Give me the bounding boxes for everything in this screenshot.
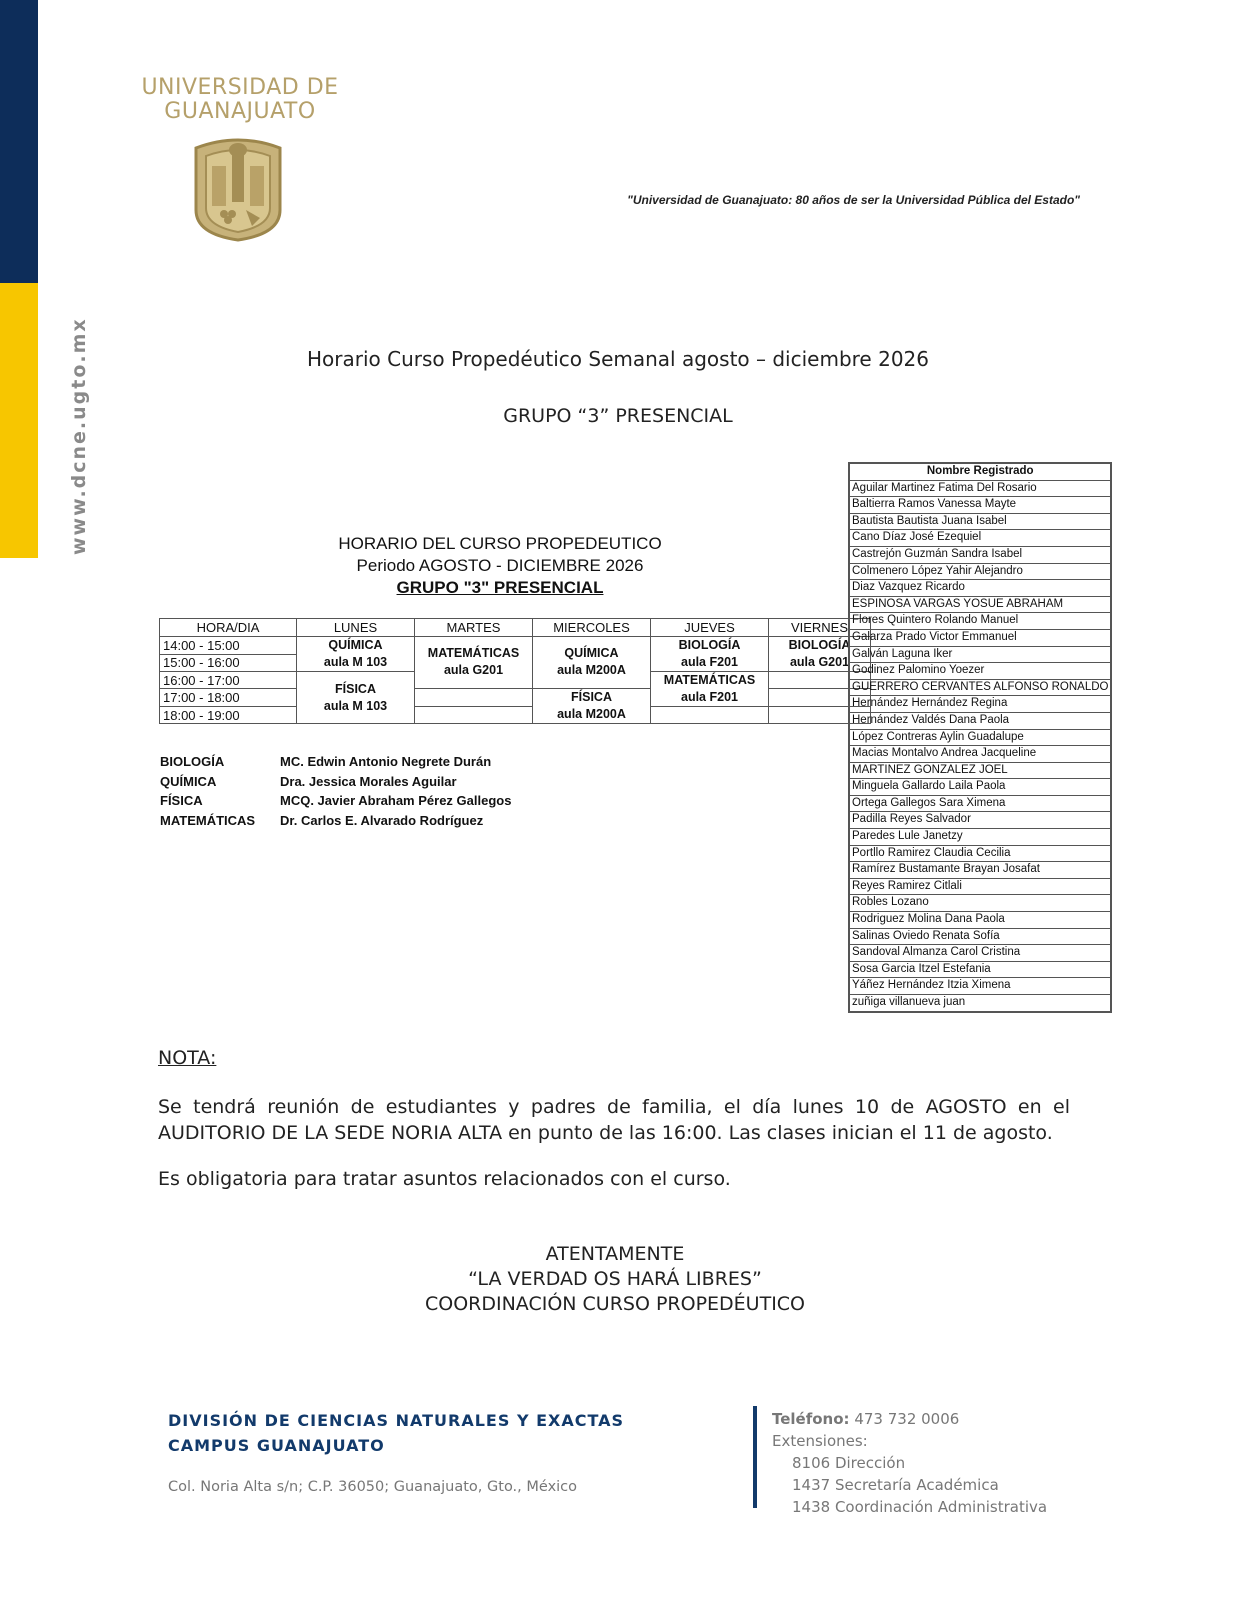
name-cell: Robles Lozano — [849, 895, 1111, 912]
name-row — [849, 613, 1111, 630]
name-row — [849, 812, 1111, 829]
name-cell: Hernández Valdés Dana Paola — [849, 712, 1111, 729]
name-row — [849, 679, 1111, 696]
university-motto: "Universidad de Guanajuato: 80 años de ser la Universidad Pública del Estado" — [627, 193, 1080, 207]
name-row — [849, 845, 1111, 862]
name-row — [849, 513, 1111, 530]
name-row — [849, 978, 1111, 995]
group-title: GRUPO “3” PRESENCIAL — [503, 405, 733, 427]
name-cell: ESPINOSA VARGAS YOSUE ABRAHAM — [849, 596, 1111, 613]
name-row — [849, 779, 1111, 796]
name-cell: Reyes Ramirez Citlali — [849, 878, 1111, 895]
name-cell: Bautista Bautista Juana Isabel — [849, 513, 1111, 530]
name-cell: Castrejón Guzmán Sandra Isabel — [849, 546, 1111, 563]
schedule-heading: HORARIO DEL CURSO PROPEDEUTICO Periodo AGOSTO - DICIEMBRE 2026 GRUPO "3" PRESENCIAL — [338, 534, 662, 597]
name-row — [849, 729, 1111, 746]
note-text: Se tendrá reunión de estudiantes y padres de familia, el día lunes 10 de AGOSTO en el AUDITORIO DE LA SEDE NORIA ALTA en punto de las 16:00. Las clases inician el 11 de agosto. — [158, 1096, 1070, 1144]
schedule-table — [159, 618, 871, 724]
note-text-mandatory: Es obligatoria para tratar asuntos relacionados con el curso. — [158, 1168, 731, 1190]
name-row — [849, 563, 1111, 580]
name-cell: Macias Montalvo Andrea Jacqueline — [849, 746, 1111, 763]
registered-names-table — [848, 462, 1112, 1013]
col-header: MARTES — [415, 619, 533, 637]
name-cell: Paredes Lule Janetzy — [849, 829, 1111, 846]
name-row — [849, 580, 1111, 597]
empty-cell — [651, 707, 769, 724]
name-cell: zuñiga villanueva juan — [849, 995, 1111, 1012]
name-cell: Galarza Prado Victor Emmanuel — [849, 629, 1111, 646]
footer-address: Col. Noria Alta s/n; C.P. 36050; Guanajuato, Gto., México — [168, 1479, 578, 1495]
name-row — [849, 912, 1111, 929]
name-row — [849, 895, 1111, 912]
name-row — [849, 646, 1111, 663]
name-cell: Aguilar Martinez Fatima Del Rosario — [849, 480, 1111, 497]
name-row — [849, 596, 1111, 613]
name-row — [849, 878, 1111, 895]
name-cell: Portllo Ramirez Claudia Cecilia — [849, 845, 1111, 862]
class-cell: QUÍMICA aula M 103 — [297, 637, 415, 672]
name-cell: Baltierra Ramos Vanessa Mayte — [849, 497, 1111, 514]
name-row — [849, 629, 1111, 646]
footer-divider — [753, 1406, 757, 1508]
class-cell: MATEMÁTICAS aula F201 — [651, 672, 769, 707]
class-cell: BIOLOGÍA aula F201 — [651, 637, 769, 672]
sidebar-blue-stripe — [0, 0, 38, 283]
university-seal-icon — [188, 130, 288, 242]
empty-cell — [415, 707, 533, 724]
name-row — [849, 746, 1111, 763]
class-cell: MATEMÁTICAS aula G201 — [415, 637, 533, 689]
hour-cell: 17:00 - 18:00 — [160, 689, 297, 707]
sidebar-url: www.dcne.ugto.mx — [68, 317, 90, 555]
empty-cell — [415, 689, 533, 707]
name-cell: Sandoval Almanza Carol Cristina — [849, 945, 1111, 962]
name-cell: Sosa Garcia Itzel Estefania — [849, 961, 1111, 978]
name-cell: Ortega Gallegos Sara Ximena — [849, 795, 1111, 812]
hour-cell: 15:00 - 16:00 — [160, 654, 297, 672]
name-row — [849, 480, 1111, 497]
name-cell: Cano Díaz José Ezequiel — [849, 530, 1111, 547]
col-header: VIERNES — [769, 619, 871, 637]
name-cell: MARTINEZ GONZALEZ JOEL — [849, 762, 1111, 779]
name-row — [849, 795, 1111, 812]
name-row — [849, 995, 1111, 1012]
name-cell: Flores Quintero Rolando Manuel — [849, 613, 1111, 630]
class-cell: BIOLOGÍA aula G201 — [769, 637, 871, 672]
name-cell: Minguela Gallardo Laila Paola — [849, 779, 1111, 796]
name-row — [849, 530, 1111, 547]
name-row — [849, 712, 1111, 729]
name-cell: Rodriguez Molina Dana Paola — [849, 912, 1111, 929]
name-row — [849, 696, 1111, 713]
names-header: Nombre Registrado — [849, 463, 1111, 480]
name-cell: Padilla Reyes Salvador — [849, 812, 1111, 829]
col-header: MIERCOLES — [533, 619, 651, 637]
hour-cell: 16:00 - 17:00 — [160, 672, 297, 689]
names-header-row — [849, 463, 1111, 480]
footer-contact: Teléfono: 473 732 0006 Extensiones: 8106 Dirección 1437 Secretaría Académica 1438 Coordinación Administrativa — [772, 1410, 1048, 1516]
name-row — [849, 762, 1111, 779]
name-row — [849, 862, 1111, 879]
schedule-row — [160, 637, 871, 655]
name-row — [849, 497, 1111, 514]
name-row — [849, 961, 1111, 978]
class-cell: FÍSICA aula M 103 — [297, 672, 415, 724]
hour-cell: 14:00 - 15:00 — [160, 637, 297, 655]
closing-block: ATENTAMENTE “LA VERDAD OS HARÁ LIBRES” COORDINACIÓN CURSO PROPEDÉUTICO — [424, 1243, 806, 1315]
name-row — [849, 928, 1111, 945]
name-row — [849, 829, 1111, 846]
name-cell: Salinas Oviedo Renata Sofía — [849, 928, 1111, 945]
schedule-header-row — [160, 619, 871, 637]
university-name: UNIVERSIDAD DE GUANAJUATO — [141, 75, 339, 124]
schedule-row — [160, 707, 871, 724]
class-cell: FÍSICA aula M200A — [533, 689, 651, 724]
page-title: Horario Curso Propedéutico Semanal agosto – diciembre 2026 — [306, 347, 929, 371]
name-cell: Ramírez Bustamante Brayan Josafat — [849, 862, 1111, 879]
name-cell: Diaz Vazquez Ricardo — [849, 580, 1111, 597]
note-label: NOTA: — [158, 1047, 217, 1069]
name-row — [849, 945, 1111, 962]
name-cell: Hernández Hernández Regina — [849, 696, 1111, 713]
name-row — [849, 663, 1111, 680]
name-cell: López Contreras Aylin Guadalupe — [849, 729, 1111, 746]
name-cell: GUERRERO CERVANTES ALFONSO RONALDO — [849, 679, 1111, 696]
col-header: HORA/DIA — [160, 619, 297, 637]
col-header: JUEVES — [651, 619, 769, 637]
class-cell: QUÍMICA aula M200A — [533, 637, 651, 689]
footer-division: DIVISIÓN DE CIENCIAS NATURALES Y EXACTAS CAMPUS GUANAJUATO — [168, 1411, 625, 1455]
col-header: LUNES — [297, 619, 415, 637]
name-cell: Colmenero López Yahir Alejandro — [849, 563, 1111, 580]
name-cell: Galván Laguna Iker — [849, 646, 1111, 663]
name-row — [849, 546, 1111, 563]
name-cell: Yáñez Hernández Itzia Ximena — [849, 978, 1111, 995]
hour-cell: 18:00 - 19:00 — [160, 707, 297, 724]
name-cell: Godinez Palomino Yoezer — [849, 663, 1111, 680]
